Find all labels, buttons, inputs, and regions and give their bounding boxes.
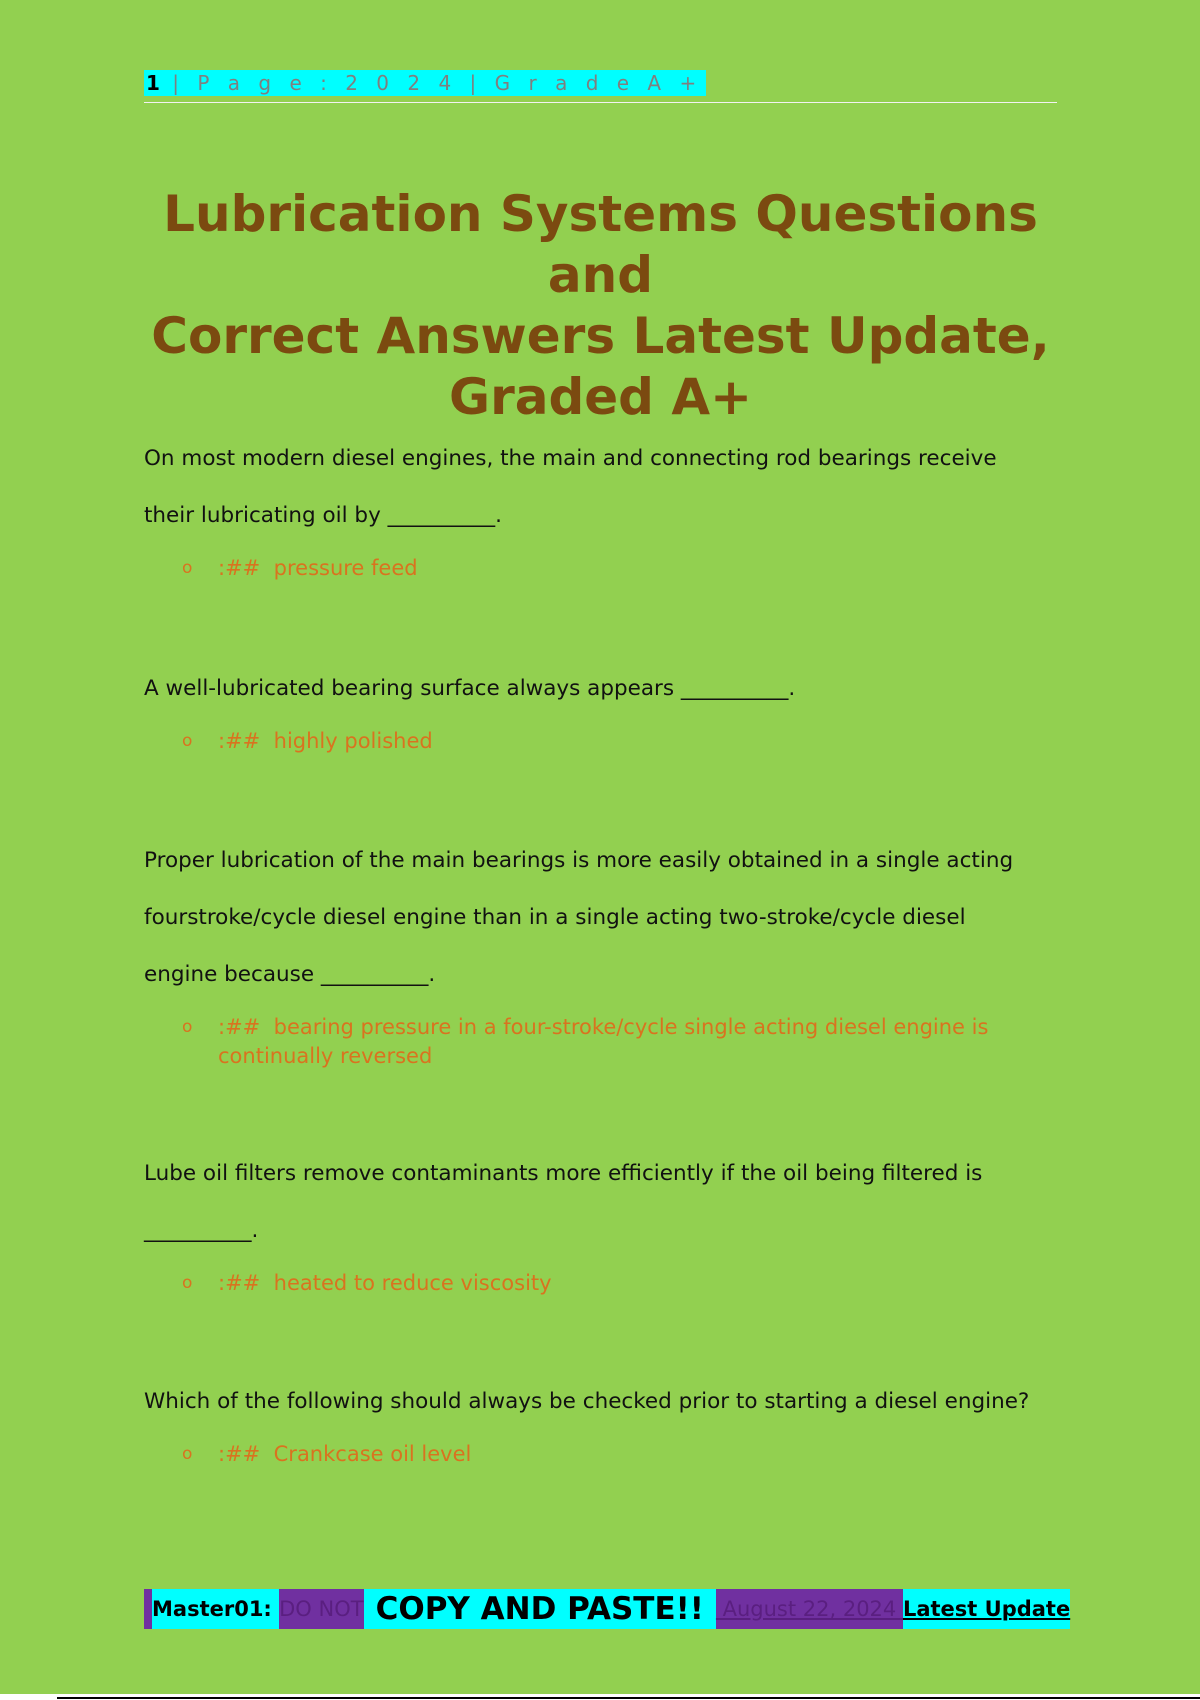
bullet-icon: o [182,558,193,578]
answer-text: highly polished [273,729,433,753]
answer-3 [144,1013,1057,1071]
question-line: Lube oil filters remove contaminants more efficiently if the oil being filtered is [144,1161,983,1186]
question-3 [144,832,1057,1003]
answer-marker: :## [218,1442,261,1466]
qa-item-4 [144,1145,1057,1298]
question-4 [144,1145,1057,1259]
footer-update: Latest Update [903,1589,1070,1629]
answer-text: bearing pressure in a four-stroke/cycle single acting diesel engine is continually reversed [218,1015,989,1068]
answer-2 [144,727,1057,756]
page-bottom-rule [57,1697,1200,1699]
header-highlight [144,70,706,96]
answer-marker: :## [218,729,261,753]
question-line: Which of the following should always be checked prior to starting a diesel engine? [144,1389,1030,1414]
question-line: fourstroke/cycle diesel engine than in a single acting two-stroke/cycle diesel [144,905,966,930]
qa-item-1 [144,430,1057,583]
header-page-number: 1 [146,71,160,95]
page-footer [144,1589,1071,1629]
answer-marker: :## [218,1015,261,1039]
question-line: their lubricating oil by __________. [144,503,502,528]
answer-text: pressure feed [273,556,418,580]
title-line-1: Lubrication Systems Questions and [163,185,1038,304]
question-2 [144,660,1057,717]
qa-item-2 [144,660,1057,756]
document-title [144,184,1057,428]
answer-marker: :## [218,556,261,580]
header-page-label: | P a g e : 2 0 2 4 | G r a d e A + [159,71,703,95]
question-5 [144,1373,1057,1430]
footer-author: Master01: [152,1589,279,1629]
footer-warning-prefix: DO NOT [279,1589,363,1629]
bullet-icon: o [182,731,193,751]
page-header [144,70,1057,103]
title-line-3: Graded A+ [449,368,752,426]
question-line: __________. [144,1218,259,1243]
footer-date: August 22, 2024 [716,1589,903,1629]
answer-1 [144,554,1057,583]
bullet-icon: o [182,1444,193,1464]
question-line: engine because __________. [144,962,436,987]
question-line: Proper lubrication of the main bearings is more easily obtained in a single acting [144,848,1014,873]
bullet-icon: o [182,1273,193,1293]
qa-item-5 [144,1373,1057,1469]
answer-4 [144,1269,1057,1298]
question-line: On most modern diesel engines, the main and connecting rod bearings receive [144,446,997,471]
question-1 [144,430,1057,544]
title-line-2: Correct Answers Latest Update, [151,307,1050,365]
answer-text: Crankcase oil level [273,1442,472,1466]
question-line: A well-lubricated bearing surface always appears __________. [144,676,796,701]
bullet-icon: o [182,1017,193,1037]
qa-item-3 [144,832,1057,1071]
answer-text: heated to reduce viscosity [273,1271,552,1295]
answer-5 [144,1440,1057,1469]
answer-marker: :## [218,1271,261,1295]
footer-warning: COPY AND PASTE!! [364,1589,716,1629]
